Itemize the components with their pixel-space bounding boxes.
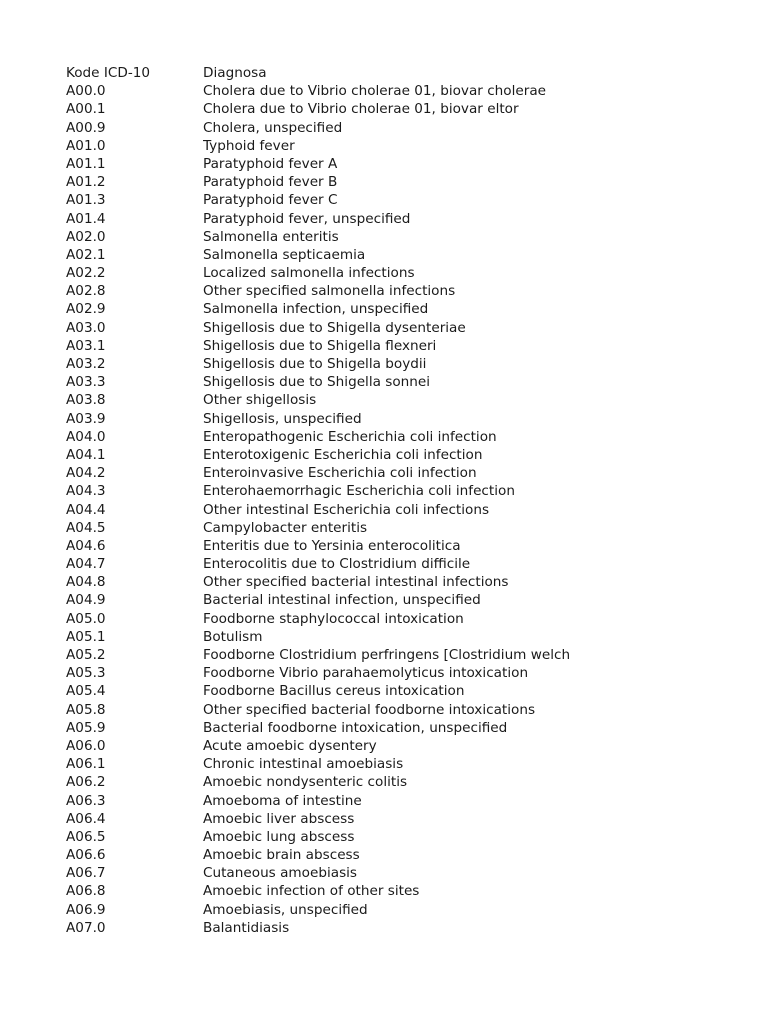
table-row (66, 792, 584, 810)
cell-diagnosis: Foodborne Vibrio parahaemolyticus intoxication (203, 665, 529, 682)
cell-code: A06.4 (66, 810, 106, 827)
cell-diagnosis: Shigellosis, unspecified (203, 410, 362, 427)
cell-diagnosis: Foodborne staphylococcal intoxication (203, 610, 464, 627)
cell-diagnosis: Campylobacter enteritis (203, 519, 368, 536)
cell-diagnosis: Salmonella infection, unspecified (203, 301, 429, 318)
cell-code: A04.7 (66, 556, 106, 573)
cell-diagnosis: Amoebic infection of other sites (203, 883, 420, 900)
cell-code: A05.4 (66, 683, 106, 700)
cell-code: A04.1 (66, 446, 106, 463)
cell-code: A03.1 (66, 337, 106, 354)
table-row (66, 428, 584, 446)
cell-code: A00.0 (66, 83, 106, 100)
cell-diagnosis: Enteritis due to Yersinia enterocolitica (203, 537, 461, 554)
cell-diagnosis: Enterohaemorrhagic Escherichia coli infection (203, 483, 515, 500)
cell-code: A06.6 (66, 847, 106, 864)
cell-code: A01.2 (66, 174, 106, 191)
table-row (66, 246, 584, 264)
table-row (66, 737, 584, 755)
cell-diagnosis: Amoebic brain abscess (203, 847, 360, 864)
table-row (66, 810, 584, 828)
table-row (66, 119, 584, 137)
table-body (66, 82, 584, 937)
table-row (66, 864, 584, 882)
cell-code: A05.1 (66, 628, 106, 645)
table-row (66, 573, 584, 591)
cell-code: A06.1 (66, 756, 106, 773)
cell-diagnosis: Paratyphoid fever, unspecified (203, 210, 411, 227)
table-row (66, 228, 584, 246)
table-row (66, 446, 584, 464)
table-row (66, 173, 584, 191)
table-row (66, 410, 584, 428)
cell-diagnosis: Bacterial intestinal infection, unspecified (203, 592, 481, 609)
table-row (66, 755, 584, 773)
cell-diagnosis: Cholera, unspecified (203, 119, 343, 136)
cell-diagnosis: Amoebic nondysenteric colitis (203, 774, 408, 791)
cell-diagnosis: Other intestinal Escherichia coli infections (203, 501, 490, 518)
cell-code: A04.2 (66, 465, 106, 482)
cell-code: A01.3 (66, 192, 106, 209)
cell-diagnosis: Balantidiasis (203, 919, 290, 936)
cell-code: A04.5 (66, 519, 106, 536)
cell-code: A04.3 (66, 483, 106, 500)
cell-diagnosis: Paratyphoid fever A (203, 155, 338, 172)
cell-code: A02.2 (66, 265, 106, 282)
table-row (66, 828, 584, 846)
table-row (66, 537, 584, 555)
cell-code: A05.2 (66, 647, 106, 663)
cell-code: A06.0 (66, 737, 106, 754)
table-row (66, 610, 584, 628)
cell-code: A01.1 (66, 155, 106, 172)
cell-code: A03.3 (66, 374, 106, 391)
table-row (66, 501, 584, 519)
table-row (66, 482, 584, 500)
table-row (66, 555, 584, 573)
table-header-row (66, 64, 584, 82)
cell-diagnosis: Botulism (203, 628, 263, 645)
cell-diagnosis: Other specified bacterial foodborne intoxications (203, 701, 536, 718)
cell-code: A04.6 (66, 537, 106, 554)
cell-diagnosis: Shigellosis due to Shigella sonnei (203, 374, 431, 391)
table-row (66, 300, 584, 318)
table-row (66, 337, 584, 355)
table-row (66, 264, 584, 282)
cell-code: A06.7 (66, 865, 106, 882)
table-row (66, 210, 584, 228)
cell-diagnosis: Amoebiasis, unspecified (203, 901, 368, 918)
cell-diagnosis: Enterocolitis due to Clostridium difficile (203, 556, 471, 573)
cell-diagnosis: Foodborne Clostridium perfringens [Clostridium welch (203, 647, 571, 663)
table-row (66, 628, 584, 646)
cell-code: A05.3 (66, 665, 106, 682)
cell-code: A03.9 (66, 410, 106, 427)
cell-diagnosis: Other specified salmonella infections (203, 283, 456, 300)
table-row (66, 373, 584, 391)
cell-code: A04.4 (66, 501, 106, 518)
cell-diagnosis: Enterotoxigenic Escherichia coli infection (203, 446, 483, 463)
cell-code: A03.0 (66, 319, 106, 336)
table-row (66, 901, 584, 919)
table-row (66, 82, 584, 100)
table-row (66, 701, 584, 719)
cell-diagnosis: Enteropathogenic Escherichia coli infection (203, 428, 497, 445)
cell-code: A02.0 (66, 228, 106, 245)
table-row (66, 137, 584, 155)
cell-diagnosis: Foodborne Bacillus cereus intoxication (203, 683, 465, 700)
cell-code: A05.9 (66, 719, 106, 736)
table-row (66, 282, 584, 300)
table-row (66, 391, 584, 409)
cell-diagnosis: Typhoid fever (203, 137, 295, 154)
cell-code: A06.9 (66, 901, 106, 918)
table-row (66, 591, 584, 609)
cell-code: A04.8 (66, 574, 106, 591)
cell-diagnosis: Paratyphoid fever C (203, 192, 338, 209)
cell-diagnosis: Amoebic lung abscess (203, 828, 355, 845)
cell-diagnosis: Amoebic liver abscess (203, 810, 355, 827)
cell-diagnosis: Cutaneous amoebiasis (203, 865, 358, 882)
cell-diagnosis: Amoeboma of intestine (203, 792, 362, 809)
cell-diagnosis: Enteroinvasive Escherichia coli infection (203, 465, 477, 482)
table-row (66, 100, 584, 118)
column-header-diagnosis: Diagnosa (203, 65, 267, 81)
cell-diagnosis: Other specified bacterial intestinal infections (203, 574, 509, 591)
cell-code: A01.0 (66, 137, 106, 154)
table-row (66, 464, 584, 482)
cell-code: A00.1 (66, 101, 106, 118)
cell-code: A05.8 (66, 701, 106, 718)
cell-diagnosis: Acute amoebic dysentery (203, 737, 377, 754)
table-row (66, 773, 584, 791)
table-row (66, 664, 584, 682)
cell-code: A06.5 (66, 828, 106, 845)
table-row (66, 646, 584, 664)
cell-diagnosis: Salmonella enteritis (203, 228, 339, 245)
cell-code: A00.9 (66, 119, 106, 136)
table-row (66, 719, 584, 737)
cell-code: A03.8 (66, 392, 106, 409)
table-row (66, 882, 584, 900)
icd10-table (66, 64, 584, 937)
cell-code: A02.1 (66, 246, 106, 263)
cell-code: A02.9 (66, 301, 106, 318)
table-row (66, 191, 584, 209)
cell-code: A06.2 (66, 774, 106, 791)
column-header-code: Kode ICD-10 (66, 65, 151, 81)
cell-code: A03.2 (66, 356, 106, 372)
cell-diagnosis: Paratyphoid fever B (203, 174, 338, 191)
cell-code: A04.0 (66, 428, 106, 445)
cell-diagnosis: Bacterial foodborne intoxication, unspecified (203, 719, 508, 736)
cell-code: A07.0 (66, 919, 106, 936)
table-row (66, 519, 584, 537)
cell-code: A02.8 (66, 283, 106, 300)
cell-diagnosis: Salmonella septicaemia (203, 246, 366, 263)
cell-diagnosis: Cholera due to Vibrio cholerae 01, biovar eltor (203, 101, 519, 118)
cell-diagnosis: Shigellosis due to Shigella dysenteriae (203, 319, 466, 336)
table-row (66, 682, 584, 700)
cell-diagnosis: Shigellosis due to Shigella flexneri (203, 337, 437, 354)
table-row (66, 155, 584, 173)
cell-diagnosis: Chronic intestinal amoebiasis (203, 756, 404, 773)
table-row (66, 319, 584, 337)
cell-code: A04.9 (66, 592, 106, 609)
cell-diagnosis: Cholera due to Vibrio cholerae 01, biovar cholerae (203, 83, 547, 100)
cell-code: A06.3 (66, 792, 106, 809)
cell-code: A01.4 (66, 210, 106, 227)
table-row (66, 919, 584, 937)
cell-code: A05.0 (66, 610, 106, 627)
table-row (66, 355, 584, 373)
cell-diagnosis: Shigellosis due to Shigella boydii (203, 356, 427, 372)
table-row (66, 846, 584, 864)
cell-diagnosis: Localized salmonella infections (203, 265, 415, 282)
cell-code: A06.8 (66, 883, 106, 900)
cell-diagnosis: Other shigellosis (203, 392, 317, 409)
